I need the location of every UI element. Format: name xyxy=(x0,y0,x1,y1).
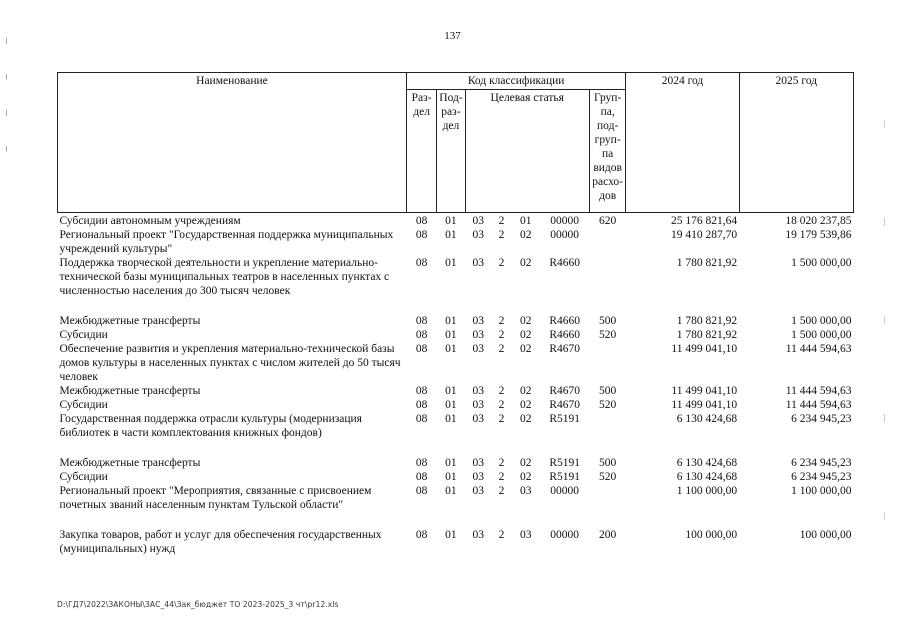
row-amount-2025: 1 500 000,00 xyxy=(791,257,852,269)
row-razdel: 08 xyxy=(415,529,428,541)
table-row xyxy=(58,228,854,256)
row-expense-type: 200 xyxy=(599,529,617,541)
row-razdel: 08 xyxy=(415,471,428,483)
row-amount-2025: 100 000,00 xyxy=(799,529,852,541)
table-row xyxy=(58,456,854,470)
row-podrazdel: 01 xyxy=(445,413,457,425)
row-target-2: 2 xyxy=(498,229,505,241)
row-expense-type: 520 xyxy=(599,329,617,341)
row-target-4: R5191 xyxy=(549,457,580,469)
row-name: Региональный проект "Государственная поддержка муниципальных учреждений культуры" xyxy=(59,229,394,255)
row-expense-type xyxy=(589,412,625,440)
row-amount-2025: 19 179 539,86 xyxy=(785,229,852,241)
row-podrazdel: 01 xyxy=(445,315,457,327)
row-target-1: 03 xyxy=(472,457,484,469)
row-name: Поддержка творческой деятельности и укрепление материально-технической базы муниципальных театров в населенных пунктах с численностью населения до 300 тысяч человек xyxy=(59,257,390,297)
row-target-1: 03 xyxy=(465,213,491,229)
header-code: Код классификации xyxy=(406,73,625,90)
row-target-1: 03 xyxy=(472,485,484,497)
row-amount-2024: 1 780 821,92 xyxy=(676,315,738,327)
row-target-3: 02 xyxy=(519,413,532,425)
row-podrazdel: 01 xyxy=(445,385,457,397)
row-amount-2024: 1 780 821,92 xyxy=(676,257,738,269)
row-target-4: R4660 xyxy=(549,257,580,269)
row-target-4: R5191 xyxy=(549,471,580,483)
row-amount-2024: 25 176 821,64 xyxy=(626,213,739,229)
row-spacer-cell xyxy=(58,512,854,528)
row-target-3: 02 xyxy=(519,385,532,397)
row-razdel: 08 xyxy=(415,343,428,355)
row-name: Межбюджетные трансферты xyxy=(59,315,201,327)
row-target-4: 00000 xyxy=(550,529,580,541)
row-name: Субсидии автономным учреждениям xyxy=(58,213,407,229)
row-target-2: 2 xyxy=(498,385,505,397)
row-podrazdel: 01 xyxy=(445,529,457,541)
row-target-4: R4660 xyxy=(549,315,580,327)
row-target-3: 03 xyxy=(519,485,532,497)
row-amount-2025: 18 020 237,85 xyxy=(739,213,853,229)
row-name: Закупка товаров, работ и услуг для обеспечения государственных (муниципальных) нужд xyxy=(59,529,382,555)
row-target-1: 03 xyxy=(472,343,484,355)
page-number: 137 xyxy=(444,30,461,42)
row-name: Субсидии xyxy=(59,471,108,483)
row-target-4: R5191 xyxy=(549,413,580,425)
row-razdel: 08 xyxy=(415,457,428,469)
row-podrazdel: 01 xyxy=(445,343,457,355)
table-row xyxy=(58,384,854,398)
row-target-3: 03 xyxy=(519,529,532,541)
row-target-2: 2 xyxy=(498,457,505,469)
row-target-2: 2 xyxy=(498,471,505,483)
row-razdel: 08 xyxy=(415,485,428,497)
left-margin-marks xyxy=(6,38,10,182)
row-amount-2025: 11 444 594,63 xyxy=(785,399,852,411)
row-podrazdel: 01 xyxy=(445,457,457,469)
row-target-2: 2 xyxy=(498,257,505,269)
row-target-1: 03 xyxy=(472,229,484,241)
row-target-1: 03 xyxy=(472,529,484,541)
table-row xyxy=(58,412,854,440)
header-gruppa-vidov-rashodov: Груп- па, под- груп- па видов расхо- дов xyxy=(589,90,625,213)
row-razdel: 08 xyxy=(415,385,428,397)
row-target-2: 2 xyxy=(498,529,505,541)
row-name: Государственная поддержка отрасли культуры (модернизация библиотек в части комплектования книжных фондов) xyxy=(59,413,362,439)
row-amount-2025: 6 234 945,23 xyxy=(791,471,852,483)
row-target-4: R4670 xyxy=(549,385,580,397)
row-spacer xyxy=(58,298,854,314)
row-name: Субсидии xyxy=(59,399,108,411)
row-amount-2024: 19 410 287,70 xyxy=(671,229,738,241)
row-target-3: 02 xyxy=(519,457,532,469)
row-razdel: 08 xyxy=(415,413,428,425)
row-spacer xyxy=(58,440,854,456)
row-target-3: 02 xyxy=(519,399,532,411)
row-amount-2025: 1 500 000,00 xyxy=(791,315,852,327)
footer-file-path: D:\ГД7\2022\ЗАКОНЫ\ЗАС_44\Зак_бюджет ТО 2023-2025_3 чт\pr12.xls xyxy=(57,600,339,609)
row-target-4: 00000 xyxy=(540,213,590,229)
row-amount-2025: 11 444 594,63 xyxy=(785,385,852,397)
row-expense-type: 500 xyxy=(599,385,617,397)
row-podrazdel: 01 xyxy=(445,399,457,411)
row-name: Межбюджетные трансферты xyxy=(59,457,201,469)
table-row xyxy=(58,528,854,556)
table-row xyxy=(58,314,854,328)
table-row xyxy=(58,484,854,512)
row-name: Межбюджетные трансферты xyxy=(59,385,201,397)
table-row xyxy=(58,342,854,384)
row-spacer-cell xyxy=(58,298,854,314)
row-target-2: 2 xyxy=(498,329,505,341)
row-target-3: 02 xyxy=(519,343,532,355)
row-expense-type xyxy=(589,342,625,384)
budget-table xyxy=(57,72,854,556)
row-expense-type: 620 xyxy=(589,213,625,229)
header-celevaya-statya: Целевая статья xyxy=(465,90,589,213)
row-amount-2025: 6 234 945,23 xyxy=(791,457,852,469)
row-razdel: 08 xyxy=(415,257,428,269)
table-row xyxy=(58,328,854,342)
row-target-1: 03 xyxy=(472,257,484,269)
row-name: Региональный проект "Мероприятия, связанные с присвоением почетных званий населенным пунктам Тульской области" xyxy=(59,485,372,511)
row-amount-2024: 11 499 041,10 xyxy=(671,385,738,397)
row-amount-2024: 1 780 821,92 xyxy=(676,329,738,341)
row-podrazdel: 01 xyxy=(445,257,457,269)
row-amount-2024: 100 000,00 xyxy=(685,529,738,541)
row-target-4: 00000 xyxy=(550,485,580,497)
header-year-2024: 2024 год xyxy=(626,73,739,213)
row-podrazdel: 01 xyxy=(445,329,457,341)
row-target-3: 01 xyxy=(512,213,540,229)
row-spacer-cell xyxy=(58,440,854,456)
row-expense-type: 520 xyxy=(599,399,617,411)
row-amount-2024: 1 100 000,00 xyxy=(676,485,738,497)
row-podrazdel: 01 xyxy=(437,213,465,229)
table-row xyxy=(58,213,854,229)
header-year-2025: 2025 год xyxy=(739,73,853,213)
row-target-3: 02 xyxy=(519,315,532,327)
row-target-1: 03 xyxy=(472,315,484,327)
row-expense-type xyxy=(589,484,625,512)
row-target-1: 03 xyxy=(472,385,484,397)
row-name: Обеспечение развития и укрепления материально-технической базы домов культуры в населенных пунктах с числом жителей до 50 тысяч человек xyxy=(59,343,401,383)
row-target-1: 03 xyxy=(472,471,484,483)
row-podrazdel: 01 xyxy=(445,471,457,483)
row-target-4: R4660 xyxy=(549,329,580,341)
row-amount-2025: 6 234 945,23 xyxy=(791,413,852,425)
row-target-3: 02 xyxy=(519,471,532,483)
header-name: Наименование xyxy=(58,73,407,213)
table-row xyxy=(58,256,854,298)
row-target-4: 00000 xyxy=(550,229,580,241)
row-expense-type: 500 xyxy=(599,315,617,327)
row-amount-2025: 11 444 594,63 xyxy=(785,343,852,355)
header-podrazdel: Под- раз- дел xyxy=(437,90,465,213)
row-expense-type: 500 xyxy=(599,457,617,469)
row-expense-type xyxy=(589,256,625,298)
row-target-4: R4670 xyxy=(549,399,580,411)
row-target-2: 2 xyxy=(498,399,505,411)
table-row xyxy=(58,398,854,412)
row-target-2: 2 xyxy=(491,213,511,229)
header-razdel: Раз- дел xyxy=(406,90,436,213)
row-target-3: 02 xyxy=(519,329,532,341)
row-expense-type xyxy=(589,228,625,256)
row-target-1: 03 xyxy=(472,413,484,425)
row-spacer xyxy=(58,512,854,528)
table-row xyxy=(58,470,854,484)
row-target-1: 03 xyxy=(472,399,484,411)
row-target-2: 2 xyxy=(498,485,505,497)
row-razdel: 08 xyxy=(415,399,428,411)
row-amount-2024: 11 499 041,10 xyxy=(671,399,738,411)
row-target-3: 02 xyxy=(519,257,532,269)
row-razdel: 08 xyxy=(415,315,428,327)
row-amount-2024: 11 499 041,10 xyxy=(671,343,738,355)
row-target-1: 03 xyxy=(472,329,484,341)
row-razdel: 08 xyxy=(415,229,428,241)
row-podrazdel: 01 xyxy=(445,485,457,497)
row-target-2: 2 xyxy=(498,315,505,327)
row-target-3: 02 xyxy=(519,229,532,241)
row-target-2: 2 xyxy=(498,343,505,355)
row-target-2: 2 xyxy=(498,413,505,425)
row-amount-2024: 6 130 424,68 xyxy=(676,471,738,483)
row-amount-2025: 1 500 000,00 xyxy=(791,329,852,341)
row-target-4: R4670 xyxy=(549,343,580,355)
row-podrazdel: 01 xyxy=(445,229,457,241)
row-amount-2025: 1 100 000,00 xyxy=(791,485,852,497)
row-razdel: 08 xyxy=(415,329,428,341)
row-name: Субсидии xyxy=(59,329,108,341)
table-body xyxy=(58,213,854,557)
row-amount-2024: 6 130 424,68 xyxy=(676,457,738,469)
right-margin-marks xyxy=(884,120,888,610)
row-expense-type: 520 xyxy=(599,471,617,483)
row-amount-2024: 6 130 424,68 xyxy=(676,413,738,425)
row-razdel: 08 xyxy=(406,213,436,229)
